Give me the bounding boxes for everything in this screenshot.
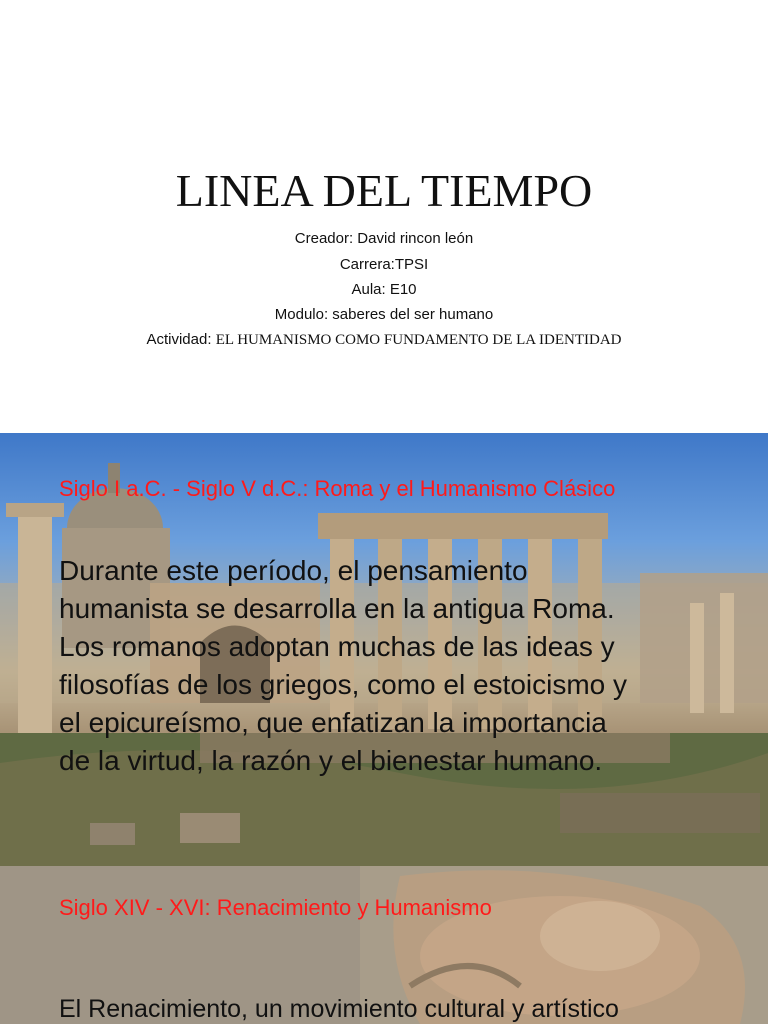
module-text: Modulo: saberes del ser humano (274, 306, 494, 323)
slide-body-rome (59, 552, 719, 780)
slide-body-renaissance (59, 990, 719, 1024)
creator-text: Creador: David rincon león (294, 230, 474, 247)
body-line: El Renacimiento, un movimiento cultural y artístico (59, 995, 619, 1023)
activity-label: Actividad: (146, 331, 212, 348)
slide-heading-renaissance: Siglo XIV - XVI: Renacimiento y Humanismo (59, 895, 492, 920)
activity-value: EL HUMANISMO COMO FUNDAMENTO DE LA IDENTIDAD (215, 332, 622, 348)
renaissance-slide (0, 866, 768, 1024)
career-text: Carrera:TPSI (339, 256, 429, 273)
slide-heading-rome: Siglo I a.C. - Siglo V d.C.: Roma y el Humanismo Clásico (59, 476, 616, 501)
activity-text (0, 331, 768, 349)
body-line: filosofías de los griegos, como el estoicismo y (59, 669, 628, 700)
room-text: Aula: E10 (351, 281, 417, 298)
body-line: de la virtud, la razón y el bienestar humano. (59, 745, 603, 776)
body-line: el epicureísmo, que enfatizan la importancia (59, 707, 607, 738)
body-line: humanista se desarrolla en la antigua Roma. (59, 593, 615, 624)
cover-slide (0, 0, 768, 432)
body-line: Los romanos adoptan muchas de las ideas y (59, 631, 615, 662)
page-title: LINEA DEL TIEMPO (175, 165, 593, 216)
body-line: Durante este período, el pensamiento (59, 555, 528, 586)
rome-slide (0, 433, 768, 866)
